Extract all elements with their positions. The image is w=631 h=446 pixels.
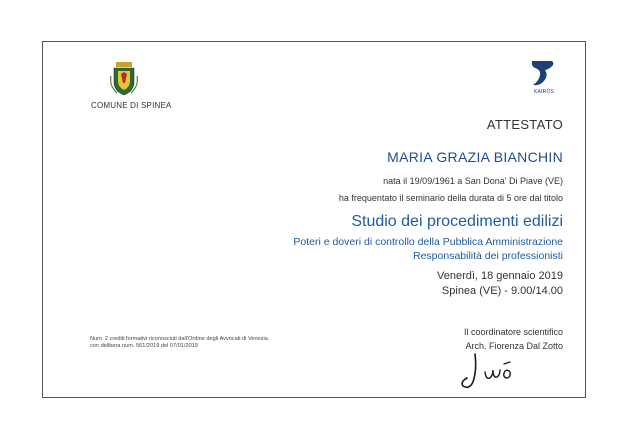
- birth-line: nata il 19/09/1961 a San Dona' Di Piave (VE): [383, 176, 563, 186]
- kairos-logo-icon: [529, 59, 555, 89]
- attendance-line: ha frequentato il seminario della durata di 5 ore dal titolo: [338, 193, 563, 203]
- recipient-name: MARIA GRAZIA BIANCHIN: [387, 149, 563, 165]
- coordinator-role: Il coordinatore scientifico: [463, 327, 563, 337]
- kairos-name: KAIRÒS: [534, 89, 555, 95]
- credits-note-line-1: Num. 2 crediti formativi riconosciuti dall'Ordine degli Avvocati di Venezia: [90, 336, 268, 342]
- seminar-place-time: Spinea (VE) - 9.00/14.00: [441, 285, 563, 297]
- certificate-label: ATTESTATO: [486, 117, 563, 132]
- certificate-sheet: [42, 41, 586, 398]
- coat-of-arms-icon: [109, 62, 139, 96]
- seminar-subtitle-1: Poteri e doveri di controllo della Pubblica Amministrazione: [293, 236, 563, 248]
- credits-note: [90, 336, 268, 350]
- signature-icon: [455, 350, 527, 392]
- seminar-date: Venerdì, 18 gennaio 2019: [436, 270, 563, 282]
- comune-name: COMUNE DI SPINEA: [91, 101, 172, 110]
- seminar-title: Studio dei procedimenti edilizi: [351, 213, 563, 230]
- credits-note-line-2: con delibera num. 561/2019 del 07/01/2019: [90, 343, 198, 350]
- seminar-subtitle-2: Responsabilità dei professionisti: [413, 250, 563, 262]
- coordinator-name: Arch. Fiorenza Dal Zotto: [465, 341, 563, 351]
